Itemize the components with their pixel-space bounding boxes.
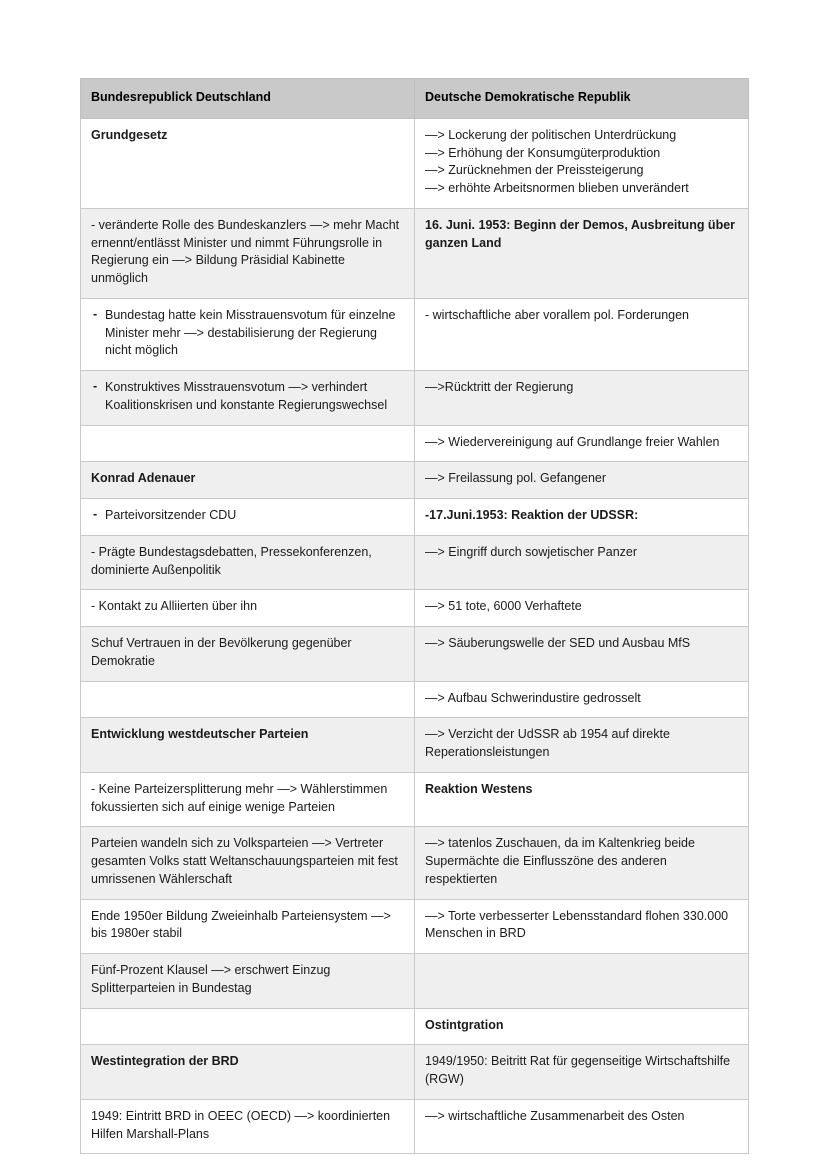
table-row [81, 298, 749, 370]
cell-line: -17.Juni.1953: Reaktion der UDSSR: [425, 508, 639, 522]
dash-list [91, 507, 404, 525]
table-row [81, 371, 749, 426]
cell-line: —> tatenlos Zuschauen, da im Kaltenkrieg beide Supermächte die Einflusszöne des anderen respektierten [425, 836, 695, 886]
table-cell-right [415, 827, 749, 899]
table-cell-right [415, 954, 749, 1009]
cell-line: Parteien wandeln sich zu Volksparteien —> Vertreter gesamten Volks statt Weltanschauungsparteien mit fest umrissenen Wählerschaft [91, 836, 398, 886]
comparison-table [80, 78, 749, 1154]
cell-line: —>Rücktritt der Regierung [425, 380, 574, 394]
table-row [81, 462, 749, 499]
table-row [81, 499, 749, 536]
cell-line: - Kontakt zu Alliierten über ihn [91, 599, 258, 614]
table-cell-left [81, 681, 415, 718]
table-row [81, 535, 749, 590]
table-cell-right [415, 899, 749, 954]
table-cell-left [81, 535, 415, 590]
cell-line: Ostintgration [425, 1017, 504, 1032]
table-cell-left [81, 1045, 415, 1100]
table-body [81, 118, 749, 1154]
cell-line: Schuf Vertrauen in der Bevölkerung gegenüber Demokratie [91, 636, 352, 668]
table-row [81, 208, 749, 298]
table-cell-left [81, 371, 415, 426]
table-row [81, 1008, 749, 1045]
cell-line: - Prägte Bundestagsdebatten, Pressekonferenzen, dominierte Außenpolitik [91, 544, 372, 577]
table-cell-right [415, 1099, 749, 1154]
table-cell-left [81, 208, 415, 298]
cell-line: - wirtschaftliche aber vorallem pol. Forderungen [425, 307, 690, 322]
table-cell-right [415, 298, 749, 370]
table-cell-left [81, 1008, 415, 1045]
table-cell-left [81, 499, 415, 536]
cell-line: —> Eingriff durch sowjetischer Panzer [425, 544, 638, 559]
table-row [81, 1045, 749, 1100]
list-item: - Konstruktives Misstrauensvotum —> verhindert Koalitionskrisen und konstante Regierungswechsel [91, 379, 404, 415]
table-cell-left [81, 462, 415, 499]
table-row [81, 954, 749, 1009]
cell-line: —> Aufbau Schwerindustire gedrosselt [425, 690, 641, 705]
table-cell-right [415, 1008, 749, 1045]
list-item: - Bundestag hatte kein Misstrauensvotum für einzelne Minister mehr —> destabilisierung der Regierung nicht möglich [91, 307, 404, 360]
table-cell-left [81, 298, 415, 370]
cell-line: 1949/1950: Beitritt Rat für gegenseitige Wirtschaftshilfe (RGW) [425, 1054, 731, 1086]
cell-line: —> Freilassung pol. Gefangener [425, 471, 607, 486]
cell-line: Ende 1950er Bildung Zweieinhalb Parteiensystem —> bis 1980er stabil [91, 908, 391, 941]
table-cell-right [415, 499, 749, 536]
cell-line: —> Wiedervereinigung auf Grundlange freier Wahlen [425, 434, 720, 449]
cell-line: —> 51 tote, 6000 Verhaftete [425, 599, 582, 614]
table-row [81, 681, 749, 718]
column-header-ddr: Deutsche Demokratische Republik [415, 79, 749, 119]
table-row [81, 718, 749, 773]
cell-line: —> Zurücknehmen der Preissteigerung [425, 163, 644, 178]
cell-line: Westintegration der BRD [91, 1054, 239, 1069]
table-cell-left [81, 899, 415, 954]
dash-list [91, 379, 404, 415]
table-cell-right [415, 208, 749, 298]
dash-list [91, 307, 404, 360]
column-header-brd: Bundesrepublick Deutschland [81, 79, 415, 119]
table-cell-left [81, 590, 415, 627]
table-cell-right [415, 681, 749, 718]
cell-line: - veränderte Rolle des Bundeskanzlers —> mehr Macht ernennt/entlässt Minister und nimmt Führungsrolle in Regierung ein —> Bildung Präsidial Kabinette unmöglich [91, 217, 400, 285]
table-cell-right [415, 590, 749, 627]
cell-line: —> erhöhte Arbeitsnormen blieben unverändert [425, 181, 689, 195]
table-cell-right [415, 535, 749, 590]
table-cell-right [415, 627, 749, 682]
table-cell-right [415, 118, 749, 208]
table-cell-left [81, 1099, 415, 1154]
table-cell-right [415, 462, 749, 499]
table-row [81, 1099, 749, 1154]
table-cell-left [81, 954, 415, 1009]
cell-line: Entwicklung westdeutscher Parteien [91, 727, 309, 742]
table-cell-right [415, 1045, 749, 1100]
table-cell-left [81, 118, 415, 208]
cell-line: —> wirtschaftliche Zusammenarbeit des Osten [425, 1108, 685, 1123]
cell-line: - Keine Parteizersplitterung mehr —> Wählerstimmen fokussierten sich auf einige wenige Parteien [91, 781, 388, 814]
cell-line: 16. Juni. 1953: Beginn der Demos, Ausbreitung über ganzen Land [425, 217, 736, 250]
table-cell-left [81, 425, 415, 462]
cell-line: —> Lockerung der politischen Unterdrückung [425, 127, 677, 142]
cell-line: —> Säuberungswelle der SED und Ausbau MfS [425, 636, 691, 650]
table-cell-left [81, 772, 415, 827]
table-row [81, 590, 749, 627]
table-cell-right [415, 772, 749, 827]
table-header-row [81, 79, 749, 119]
cell-line: 1949: Eintritt BRD in OEEC (OECD) —> koordinierten Hilfen Marshall-Plans [91, 1108, 391, 1141]
table-cell-left [81, 627, 415, 682]
table-row [81, 899, 749, 954]
list-item: - Parteivorsitzender CDU [91, 507, 404, 525]
document-page [80, 78, 748, 1154]
cell-line: Konrad Adenauer [91, 471, 196, 486]
table-row [81, 772, 749, 827]
table-cell-right [415, 371, 749, 426]
table-cell-right [415, 425, 749, 462]
cell-line: —> Verzicht der UdSSR ab 1954 auf direkte Reperationsleistungen [425, 727, 670, 759]
table-row [81, 425, 749, 462]
cell-line: —> Torte verbesserter Lebensstandard flohen 330.000 Menschen in BRD [425, 908, 729, 941]
table-row [81, 627, 749, 682]
table-cell-right [415, 718, 749, 773]
table-row [81, 827, 749, 899]
cell-line: Grundgesetz [91, 127, 168, 142]
table-cell-left [81, 827, 415, 899]
cell-line: —> Erhöhung der Konsumgüterproduktion [425, 145, 661, 160]
cell-line: Fünf-Prozent Klausel —> erschwert Einzug Splitterparteien in Bundestag [91, 963, 331, 995]
cell-line: Reaktion Westens [425, 781, 533, 796]
table-row [81, 118, 749, 208]
table-cell-left [81, 718, 415, 773]
